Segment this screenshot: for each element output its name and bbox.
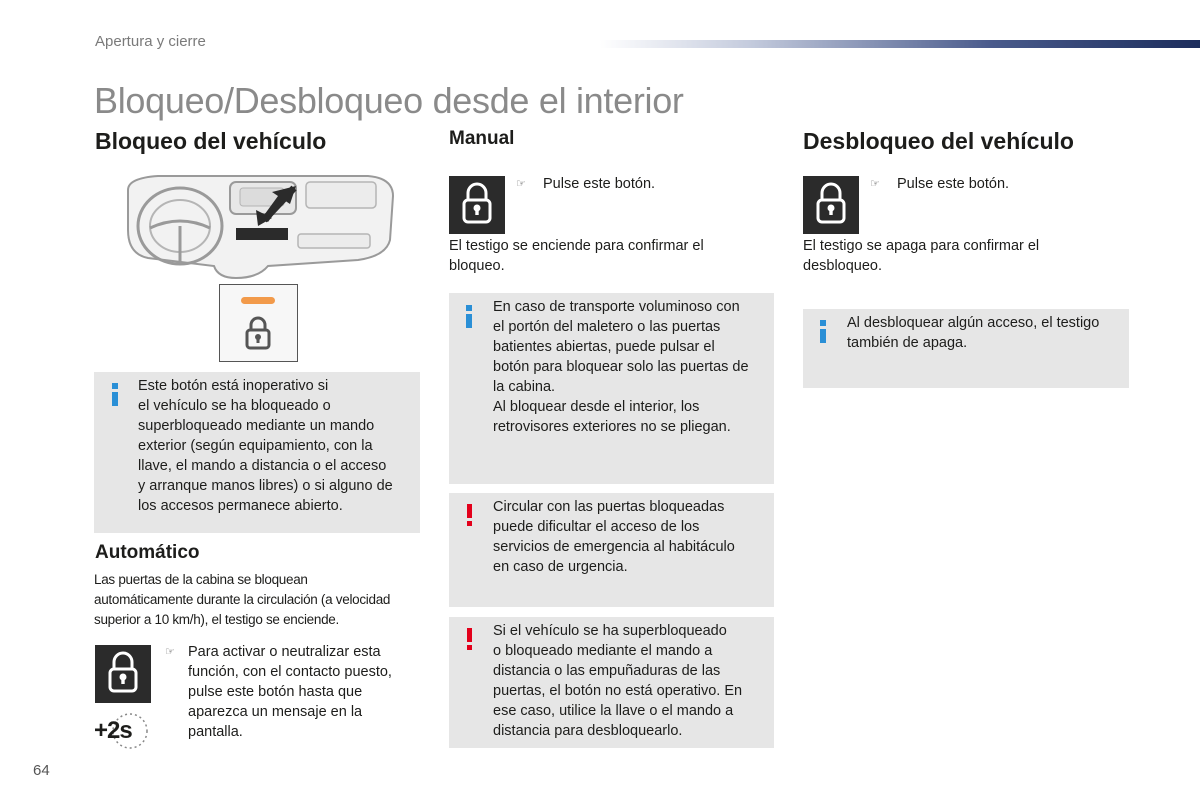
step-bullet-icon: ☞ — [165, 646, 175, 658]
info-note-unlock-access — [803, 309, 1129, 388]
manual-heading: Manual — [449, 128, 515, 149]
info-note-text: En caso de transporte voluminoso con el portón del maletero o las puertas batientes abiertas, puede pulsar el botón para bloquear solo las puertas de la cabina. Al bloquear desde el interior, los retrovisores exteriores no se pliegan. — [493, 299, 749, 435]
warning-icon — [465, 504, 475, 526]
info-note-text: Este botón está inoperativo si el vehículo se ha bloqueado o superbloqueado mediante un mando exterior (según equipamiento, con la llave, el mando a distancia o el acceso y arranque manos libres) o si alguno de los accesos permanece abierto. — [138, 378, 393, 514]
info-icon — [465, 305, 475, 328]
info-note-bulky-transport — [449, 293, 774, 484]
dashboard-illustration — [118, 170, 400, 282]
lock-button-auto[interactable] — [95, 645, 151, 703]
lock-button-unlock[interactable] — [803, 176, 859, 234]
section-label: Apertura y cierre — [95, 33, 206, 50]
unlock-result-text: El testigo se apaga para confirmar el desbloqueo. — [803, 238, 1040, 274]
info-note-inoperative — [94, 372, 420, 533]
warning-icon — [465, 628, 475, 650]
warning-note-superlocked — [449, 617, 774, 748]
button-led — [241, 297, 275, 304]
automatic-step-text: Para activar o neutralizar esta función, con el contacto puesto, pulse este botón hasta que aparezca un mensaje en la pantalla. — [188, 644, 392, 740]
unlock-vehicle-heading: Desbloqueo del vehículo — [803, 128, 1074, 154]
warning-note-text: Circular con las puertas bloqueadas puede dificultar el acceso de los servicios de emergencia al habitáculo en caso de urgencia. — [493, 499, 735, 575]
unlock-step-text: Pulse este botón. — [897, 176, 1010, 192]
hold-2-seconds-badge: +2s — [91, 710, 153, 752]
warning-note-emergency — [449, 493, 774, 607]
info-icon — [819, 320, 829, 343]
page-number: 64 — [33, 762, 50, 779]
manual-result-text: El testigo se enciende para confirmar el bloqueo. — [449, 238, 704, 274]
automatic-description: Las puertas de la cabina se bloquean automáticamente durante la circulación (a velocidad superior a 10 km/h), el testigo se enciende. — [94, 572, 391, 627]
info-note-text: Al desbloquear algún acceso, el testigo también de apaga. — [847, 315, 1100, 351]
padlock-icon — [803, 176, 859, 234]
page-title: Bloqueo/Desbloqueo desde el interior — [94, 80, 684, 121]
step-bullet-icon: ☞ — [516, 178, 526, 190]
step-bullet-icon: ☞ — [870, 178, 880, 190]
header-accent-bar — [600, 40, 1200, 48]
lock-button-manual[interactable] — [449, 176, 505, 234]
manual-step-text: Pulse este botón. — [543, 176, 656, 192]
padlock-icon — [449, 176, 505, 234]
lock-vehicle-heading: Bloqueo del vehículo — [95, 128, 327, 154]
padlock-icon — [95, 645, 151, 703]
console-lock-button[interactable] — [219, 284, 298, 362]
padlock-icon — [244, 315, 272, 351]
info-icon — [111, 383, 121, 406]
warning-note-text: Si el vehículo se ha superbloqueado o bloqueado mediante el mando a distancia o las empuñaduras de las puertas, el botón no está operativo. En ese caso, utilice la llave o el mando a distancia para desbloquearlo. — [493, 623, 743, 739]
automatic-heading: Automático — [95, 542, 200, 563]
